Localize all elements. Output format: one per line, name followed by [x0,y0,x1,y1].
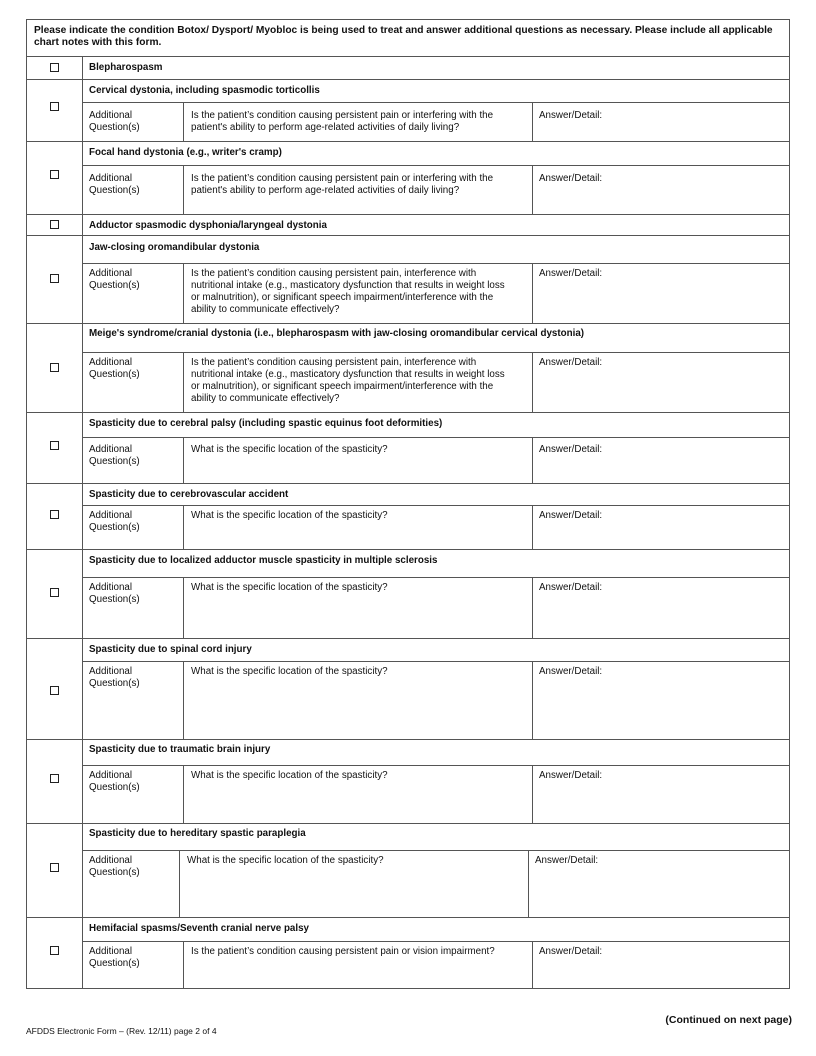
row-divider [27,235,789,236]
row-divider [27,739,789,740]
question-text: What is the specific location of the spasticity? [191,666,388,677]
column-divider [183,352,184,412]
answer-detail-label: Answer/Detail: [539,173,603,184]
column-divider [532,437,533,483]
answer-detail-label: Answer/Detail: [539,268,603,279]
additional-questions-label: Additional Question(s) [89,946,140,969]
column-divider [183,577,184,638]
form-revision-footer: AFDDS Electronic Form – (Rev. 12/11) page 2 of 4 [26,1026,217,1036]
continued-note: (Continued on next page) [665,1014,792,1026]
subrow-divider [82,850,789,851]
condition-title: Jaw-closing oromandibular dystonia [89,242,260,253]
subrow-divider [82,352,789,353]
condition-title: Meige's syndrome/cranial dystonia (i.e., blepharospasm with jaw-closing oromandibular cervical dystonia) [89,328,585,339]
condition-form-table [26,19,790,989]
condition-title: Blepharospasm [89,62,163,73]
subrow-divider [82,102,789,103]
row-divider [27,214,789,215]
answer-detail-label: Answer/Detail: [539,582,603,593]
condition-title: Spasticity due to spinal cord injury [89,644,252,655]
row-divider [27,141,789,142]
condition-title: Focal hand dystonia (e.g., writer's cramp) [89,147,282,158]
condition-title: Spasticity due to cerebral palsy (including spastic equinus foot deformities) [89,418,443,429]
row-divider [27,823,789,824]
column-divider [532,352,533,412]
column-divider [183,437,184,483]
checkbox-spasticity-hsp[interactable] [50,863,59,872]
condition-title: Adductor spasmodic dysphonia/laryngeal dystonia [89,220,327,231]
subrow-divider [82,505,789,506]
answer-detail-label: Answer/Detail: [539,357,603,368]
column-divider [183,102,184,141]
checkbox-hemifacial-spasms[interactable] [50,946,59,955]
checkbox-spasticity-cva[interactable] [50,510,59,519]
form-instructions: Please indicate the condition Botox/ Dysport/ Myobloc is being used to treat and answer additional questions as necessary. Please include all applicable chart notes with this form. [34,25,773,48]
column-divider [183,263,184,323]
question-text: What is the specific location of the spasticity? [187,855,384,866]
answer-detail-label: Answer/Detail: [539,666,603,677]
question-text: Is the patient’s condition causing persistent pain, interference with nutritional intake (e.g., masticatory dysfunction that results in weight loss or malnutrition), or significant speech impairment/interference with the ability to communicate effectively? [191,357,505,404]
column-divider [183,941,184,988]
column-divider [532,102,533,141]
question-text: What is the specific location of the spasticity? [191,444,388,455]
subrow-divider [82,577,789,578]
condition-title: Spasticity due to cerebrovascular accident [89,489,289,500]
row-divider [27,917,789,918]
condition-title: Cervical dystonia, including spasmodic torticollis [89,85,320,96]
answer-detail-label: Answer/Detail: [539,444,603,455]
checkbox-spasticity-cerebral-palsy[interactable] [50,441,59,450]
question-text: Is the patient’s condition causing persistent pain or interfering with the patient's ability to perform age-related activities of daily living? [191,173,494,196]
column-divider [532,661,533,739]
condition-title: Hemifacial spasms/Seventh cranial nerve palsy [89,923,309,934]
subrow-divider [82,765,789,766]
answer-detail-label: Answer/Detail: [539,946,603,957]
row-divider [27,638,789,639]
column-divider [183,765,184,823]
row-divider [27,323,789,324]
column-divider [532,577,533,638]
additional-questions-label: Additional Question(s) [89,173,140,196]
question-text: What is the specific location of the spasticity? [191,770,388,781]
column-divider [179,850,180,917]
checkbox-blepharospasm[interactable] [50,63,59,72]
condition-title: Spasticity due to hereditary spastic paraplegia [89,828,306,839]
row-divider [27,79,789,80]
checkbox-jaw-closing-dystonia[interactable] [50,274,59,283]
additional-questions-label: Additional Question(s) [89,268,140,291]
condition-title: Spasticity due to traumatic brain injury [89,744,271,755]
checkbox-cervical-dystonia[interactable] [50,102,59,111]
row-divider [27,483,789,484]
additional-questions-label: Additional Question(s) [89,582,140,605]
answer-detail-label: Answer/Detail: [535,855,599,866]
subrow-divider [82,437,789,438]
column-divider [532,263,533,323]
additional-questions-label: Additional Question(s) [89,110,140,133]
column-divider [532,765,533,823]
answer-detail-label: Answer/Detail: [539,510,603,521]
answer-detail-label: Answer/Detail: [539,770,603,781]
column-divider [183,165,184,214]
question-text: What is the specific location of the spasticity? [191,582,388,593]
subrow-divider [82,661,789,662]
question-text: What is the specific location of the spasticity? [191,510,388,521]
checkbox-spasticity-tbi[interactable] [50,774,59,783]
row-divider [27,56,789,57]
column-divider [82,56,83,988]
additional-questions-label: Additional Question(s) [89,444,140,467]
subrow-divider [82,263,789,264]
subrow-divider [82,941,789,942]
question-text: Is the patient’s condition causing persistent pain or vision impairment? [191,946,495,957]
checkbox-spasticity-ms[interactable] [50,588,59,597]
additional-questions-label: Additional Question(s) [89,666,140,689]
column-divider [183,661,184,739]
column-divider [532,165,533,214]
question-text: Is the patient’s condition causing persistent pain, interference with nutritional intake (e.g., masticatory dysfunction that results in weight loss or malnutrition), or significant speech impairment/interference with the ability to communicate effectively? [191,268,505,315]
subrow-divider [82,165,789,166]
additional-questions-label: Additional Question(s) [89,770,140,793]
additional-questions-label: Additional Question(s) [89,855,140,878]
column-divider [532,941,533,988]
answer-detail-label: Answer/Detail: [539,110,603,121]
column-divider [528,850,529,917]
checkbox-adductor-spasmodic-dysphonia[interactable] [50,220,59,229]
row-divider [27,549,789,550]
additional-questions-label: Additional Question(s) [89,510,140,533]
column-divider [532,505,533,549]
question-text: Is the patient’s condition causing persistent pain or interfering with the patient's ability to perform age-related activities of daily living? [191,110,494,133]
checkbox-meiges-syndrome[interactable] [50,363,59,372]
row-divider [27,412,789,413]
column-divider [183,505,184,549]
checkbox-spasticity-spinal-cord[interactable] [50,686,59,695]
checkbox-focal-hand-dystonia[interactable] [50,170,59,179]
condition-title: Spasticity due to localized adductor muscle spasticity in multiple sclerosis [89,555,438,566]
additional-questions-label: Additional Question(s) [89,357,140,380]
